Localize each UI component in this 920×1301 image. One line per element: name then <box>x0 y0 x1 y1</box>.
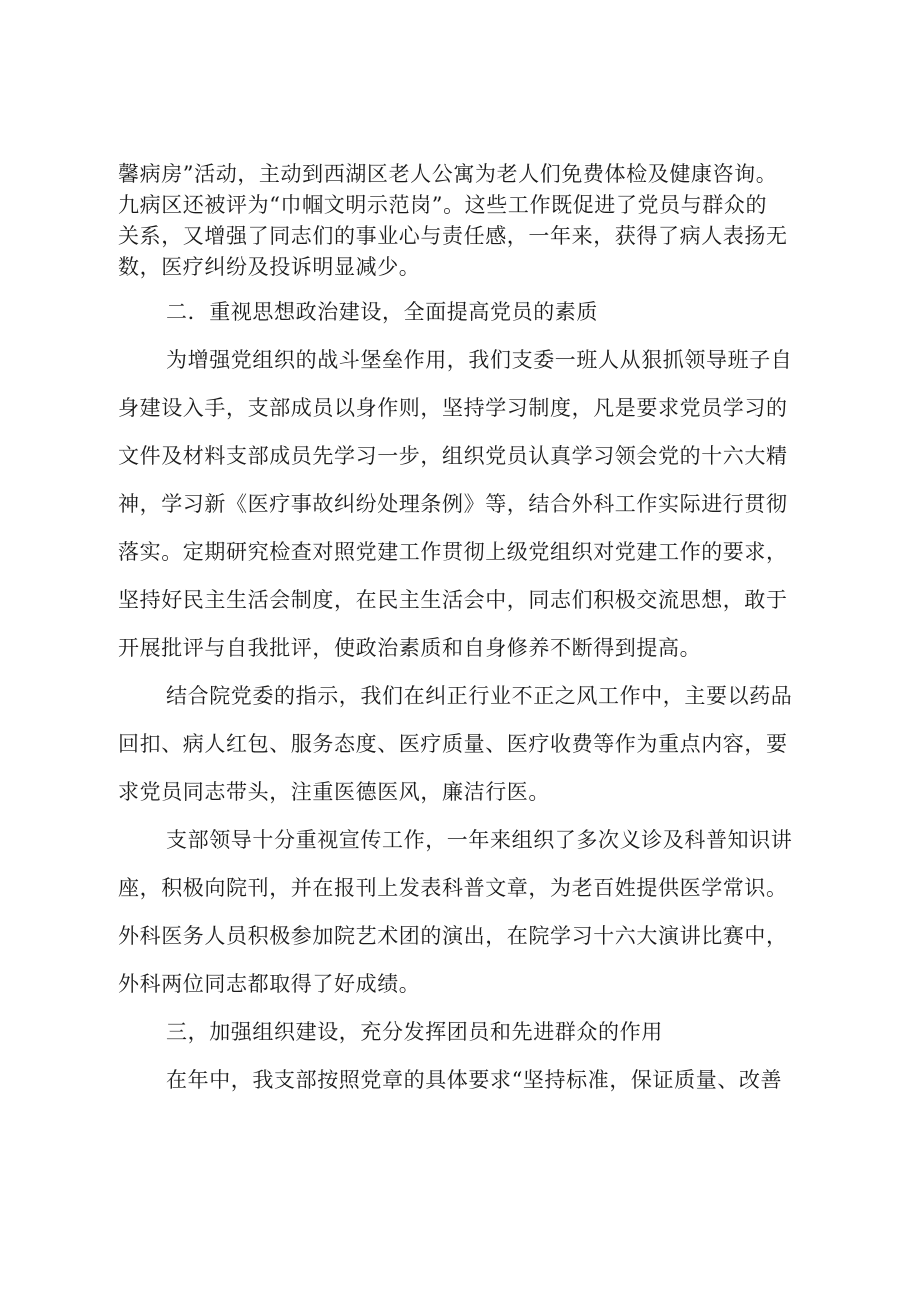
text-line: 关系，又增强了同志们的事业心与责任感，一年来，获得了病人表扬无 <box>118 224 788 248</box>
text-line: 为增强党组织的战斗堡垒作用，我们支委一班人从狠抓领导班子自 <box>166 348 793 372</box>
text-line: 开展批评与自我批评，使政治素质和自身修养不断得到提高。 <box>118 636 702 660</box>
text-line: 支部领导十分重视宣传工作，一年来组织了多次义诊及科普知识讲 <box>166 828 793 852</box>
text-line: 求党员同志带头，注重医德医风，廉洁行医。 <box>118 780 550 804</box>
text-line: 身建设入手，支部成员以身作则，坚持学习制度，凡是要求党员学习的 <box>118 396 788 420</box>
text-line: 神，学习新《医疗事故纠纷处理条例》等，结合外科工作实际进行贯彻 <box>118 492 788 516</box>
text-line: 外科两位同志都取得了好成绩。 <box>118 972 421 996</box>
text-line: 外科医务人员积极参加院艺术团的演出，在院学习十六大演讲比赛中， <box>118 924 788 948</box>
text-line: 回扣、病人红包、服务态度、医疗质量、医疗收费等作为重点内容，要 <box>118 732 788 756</box>
text-line: 落实。定期研究检查对照党建工作贯彻上级党组织对党建工作的要求， <box>118 540 788 564</box>
section-heading: 三，加强组织建设，充分发挥团员和先进群众的作用 <box>166 1020 663 1044</box>
text-line: 结合院党委的指示，我们在纠正行业不正之风工作中，主要以药品 <box>166 684 793 708</box>
text-line: 坚持好民主生活会制度，在民主生活会中，同志们积极交流思想，敢于 <box>118 588 788 612</box>
section-heading: 二．重视思想政治建设，全面提高党员的素质 <box>166 300 598 324</box>
text-line: 九病区还被评为“巾帼文明示范岗”。这些工作既促进了党员与群众的 <box>118 193 768 217</box>
text-line: 座，积极向院刊，并在报刊上发表科普文章，为老百姓提供医学常识。 <box>118 876 788 900</box>
text-line: 数，医疗纠纷及投诉明显减少。 <box>118 255 421 279</box>
text-line: 馨病房”活动，主动到西湖区老人公寓为老人们免费体检及健康咨询。 <box>118 162 778 186</box>
text-line: 文件及材料支部成员先学习一步，组织党员认真学习领会党的十六大精 <box>118 444 788 468</box>
text-line: 在年中，我支部按照党章的具体要求“坚持标准，保证质量、改善 <box>166 1068 783 1092</box>
